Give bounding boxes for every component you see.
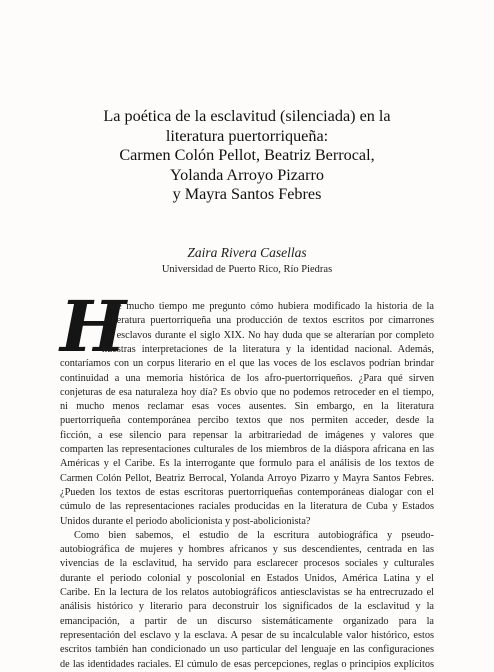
body-line: emancipación, a partir de un discurso sistemáticamente organizado para la — [60, 615, 434, 627]
title-line-5: y Mayra Santos Febres — [172, 185, 322, 204]
drop-cap: H — [60, 285, 127, 368]
body-line: comparten las representaciones culturales de los miembros de la diáspora africana en las — [60, 444, 434, 455]
body-line: autobiográfica de mujeres y hombres africanos y sus descendientes, centrada en las — [60, 544, 434, 556]
body-line: escritos también han condicionado un uso particular del lenguaje en las configuraciones — [60, 644, 434, 656]
body-line: continuidad a una memoria histórica de los afro-puertorriqueños. ¿Para qué sirven — [60, 372, 434, 384]
body-line: Carmen Colón Pellot, Beatriz Berrocal, Yolanda Arroyo Pizarro y Mayra Santos Febres. — [60, 472, 434, 484]
title-line-4: Yolanda Arroyo Pizarro — [170, 165, 324, 184]
title-line-1: La poética de la esclavitud (silenciada) en la — [103, 107, 391, 125]
title-line-2: literatura puertorriqueña: — [165, 126, 329, 145]
body-line: vivencias de la esclavitud, ha servido para esclarecer procesos sociales y culturales — [60, 558, 434, 570]
body-line: nuestras interpretaciones de la literatura y la identidad nacional. Además, — [102, 343, 434, 355]
body-line: Américas y el Caribe. Es la interrogante que formulo para el análisis de los textos de — [60, 458, 434, 470]
title-line-3: Carmen Colón Pellot, Beatriz Berrocal, — [119, 146, 375, 165]
body-line: ace mucho tiempo me pregunto cómo hubiera modificado la historia de la — [108, 301, 434, 312]
author-name: Zaira Rivera Casellas — [187, 245, 307, 260]
body-line: Unidos durante el periodo abolicionista y post-abolicionista? — [60, 515, 311, 527]
body-line: representación del esclavo y la esclava. A pesar de su incalculable valor histórico, estos — [60, 629, 434, 641]
author-affiliation: Universidad de Puerto Rico, Río Piedras — [161, 264, 333, 275]
body-line: de las identidades raciales. El cúmulo de esas percepciones, reglas o principios explícitos — [60, 658, 434, 670]
body-line: conjeturas de esa naturaleza hoy día? Es obvio que no podemos retroceder en el tiempo, — [60, 386, 434, 398]
body-line: análisis histórico y literario para deconstruir los significados de la esclavitud y la — [60, 601, 434, 613]
body-line: o esclavos durante el siglo XIX. No hay duda que se alterarían por completo — [108, 329, 434, 341]
body-line: ficción, a ese silencio para repensar la arbitrariedad de imágenes y valores que — [60, 429, 434, 441]
body-line: puertorriqueña contemporánea percibo textos que nos permiten acceder, desde la — [60, 415, 434, 427]
body-line: contaríamos con un corpus literario en el que las voces de los esclavos podrían brindar — [60, 358, 434, 370]
body-line: literatura puertorriqueña una producción de textos escritos por cimarrones — [108, 315, 434, 327]
body-line: durante el periodo colonial y poscolonial en Estados Unidos, América Latina y el — [60, 572, 434, 584]
body-line: Caribe. En la lectura de los relatos autobiográficos antiesclavistas se ha entrecruzado el — [60, 587, 434, 598]
body-line: ni mucho menos reclamar esas voces ausentes. Sin embargo, en la literatura — [60, 401, 434, 413]
article-title — [40, 107, 454, 205]
body-line: cúmulo de las representaciones raciales producidas en la literatura de Cuba y Estados — [60, 501, 434, 513]
body-line: Como bien sabemos, el estudio de la escritura autobiográfica y pseudo- — [74, 529, 434, 541]
body-line: ¿Pueden los textos de estas escritoras puertorriqueñas contemporáneas dialogar con el — [60, 486, 434, 498]
